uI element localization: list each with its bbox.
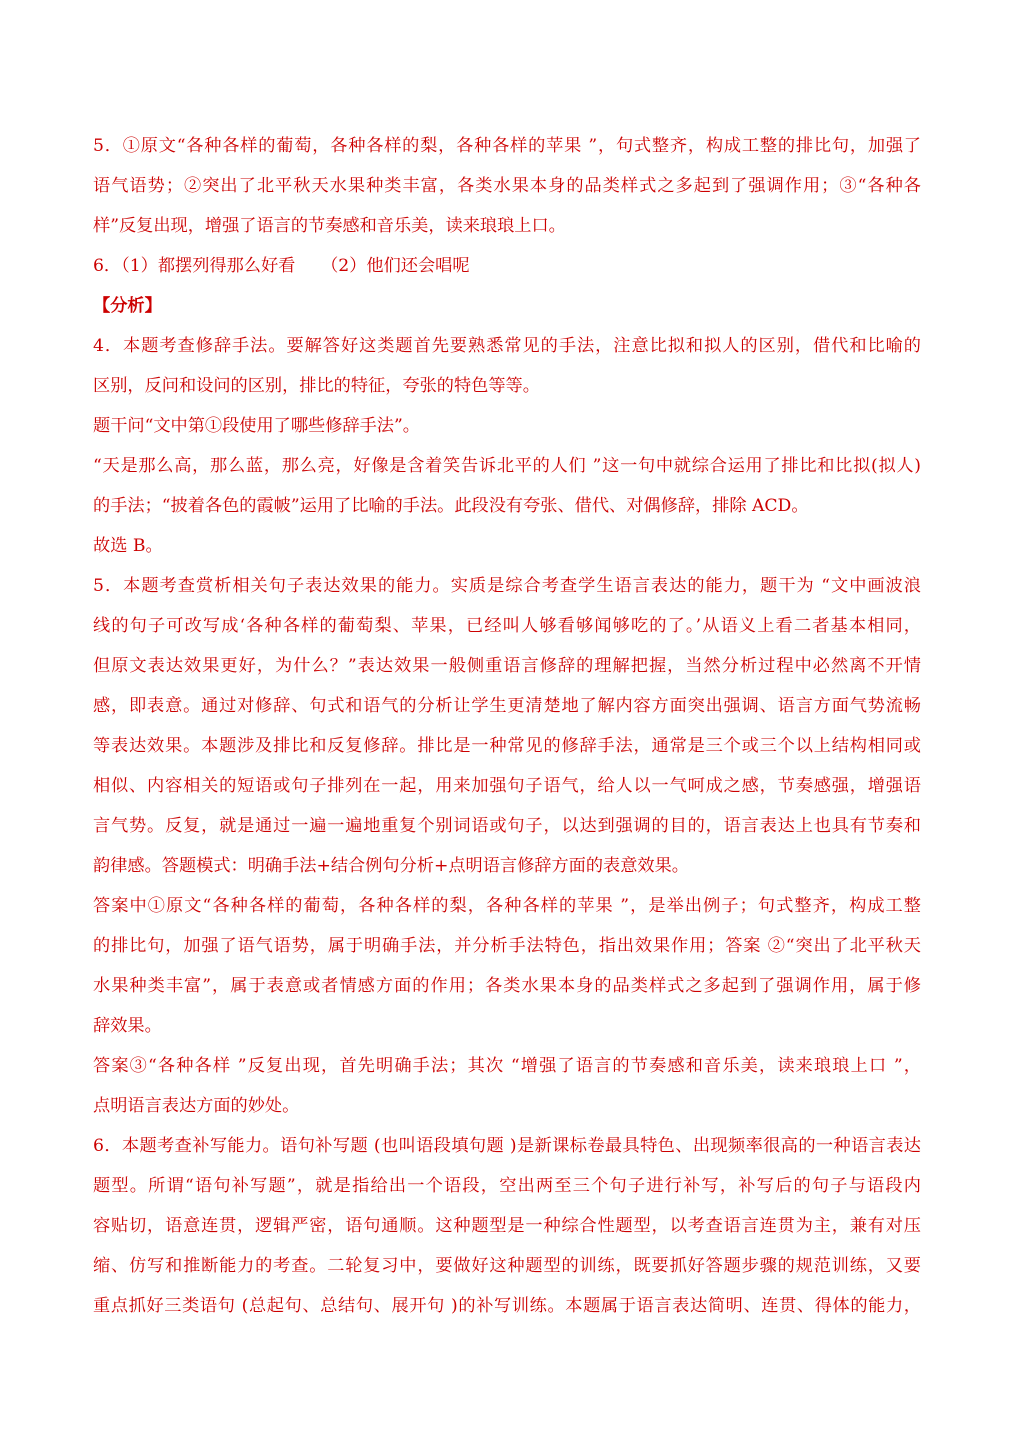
analysis-5-line-2: 线的句子可改写成‘各种各样的葡萄梨、苹果，已经叫人够看够闻够吃的了。’从语义上看二者基本相同，: [93, 616, 921, 636]
analysis-6-line-5: 重点抓好三类语句 (总起句、总结句、展开句 )的补写训练。本题属于语言表达简明、连贯、得体的能力，: [93, 1296, 921, 1316]
document-page: [93, 126, 933, 1326]
analysis-5-line-10: 的排比句，加强了语气语势，属于明确手法，并分析手法特色，指出效果作用；答案 ②“突出了北平秋天: [93, 936, 921, 956]
analysis-5-line-6: 相似、内容相关的短语或句子排列在一起，用来加强句子语气，给人以一气呵成之感，节奏感强，增强语: [93, 776, 921, 796]
analysis-4-line-2: 区别，反问和设问的区别，排比的特征，夸张的特色等等。: [93, 376, 540, 396]
analysis-6-line-4: 缩、仿写和推断能力的考查。二轮复习中，要做好这种题型的训练，既要抓好答题步骤的规范训练，又要: [93, 1256, 921, 1276]
analysis-4-line-4: “天是那么高，那么蓝，那么亮，好像是含着笑告诉北平的人们 ”这一句中就综合运用了排比和比拟(拟人): [93, 456, 921, 476]
analysis-5-line-11: 水果种类丰富”，属于表意或者情感方面的作用；各类水果本身的品类样式之多起到了强调作用，属于修: [93, 976, 921, 996]
analysis-5-line-12: 辞效果。: [93, 1016, 162, 1036]
analysis-heading: 【分析】: [93, 296, 162, 316]
answer-5-line-2: 语气语势；②突出了北平秋天水果种类丰富，各类水果本身的品类样式之多起到了强调作用；③“各种各: [93, 176, 921, 196]
analysis-6-line-3: 容贴切，语意连贯，逻辑严密，语句通顺。这种题型是一种综合性题型，以考查语言连贯为主，兼有对压: [93, 1216, 921, 1236]
analysis-5-line-4: 感，即表意。通过对修辞、句式和语气的分析让学生更清楚地了解内容方面突出强调、语言方面气势流畅: [93, 696, 921, 716]
analysis-4-line-1: 4．本题考查修辞手法。要解答好这类题首先要熟悉常见的手法，注意比拟和拟人的区别，借代和比喻的: [93, 336, 921, 356]
analysis-4-line-6: 故选 B。: [93, 536, 163, 556]
analysis-5-line-3: 但原文表达效果更好，为什么？”表达效果一般侧重语言修辞的理解把握，当然分析过程中必然离不开情: [93, 656, 921, 676]
analysis-5-line-13: 答案③“各种各样 ”反复出现，首先明确手法；其次 “增强了语言的节奏感和音乐美，读来琅琅上口 ”，: [93, 1056, 921, 1076]
analysis-4-line-5: 的手法；“披着各色的霞帔”运用了比喻的手法。此段没有夸张、借代、对偶修辞，排除 ACD。: [93, 496, 809, 516]
answer-5-line-1: 5．①原文“各种各样的葡萄，各种各样的梨，各种各样的苹果 ”，句式整齐，构成工整的排比句，加强了: [93, 136, 921, 156]
analysis-5-line-14: 点明语言表达方面的妙处。: [93, 1096, 300, 1116]
analysis-6-line-2: 题型。所谓“语句补写题”，就是指给出一个语段，空出两至三个句子进行补写，补写后的句子与语段内: [93, 1176, 921, 1196]
analysis-5-line-1: 5．本题考查赏析相关句子表达效果的能力。实质是综合考查学生语言表达的能力，题干为 “文中画波浪: [93, 576, 921, 596]
analysis-4-line-3: 题干问“文中第①段使用了哪些修辞手法”。: [93, 416, 420, 436]
analysis-5-line-9: 答案中①原文“各种各样的葡萄，各种各样的梨，各种各样的苹果 ”，是举出例子；句式整齐，构成工整: [93, 896, 921, 916]
answer-5-line-3: 样”反复出现，增强了语言的节奏感和音乐美，读来琅琅上口。: [93, 216, 566, 236]
analysis-5-line-7: 言气势。反复，就是通过一遍一遍地重复个别词语或句子，以达到强调的目的，语言表达上也具有节奏和: [93, 816, 921, 836]
analysis-6-line-1: 6．本题考查补写能力。语句补写题 (也叫语段填句题 )是新课标卷最具特色、出现频率很高的一种语言表达: [93, 1136, 921, 1156]
analysis-5-line-8: 韵律感。答题模式：明确手法+结合例句分析+点明语言修辞方面的表意效果。: [93, 856, 689, 876]
analysis-5-line-5: 等表达效果。本题涉及排比和反复修辞。排比是一种常见的修辞手法，通常是三个或三个以上结构相同或: [93, 736, 921, 756]
answer-6-line: 6．（1）都摆列得那么好看 （2）他们还会唱呢: [93, 256, 470, 276]
